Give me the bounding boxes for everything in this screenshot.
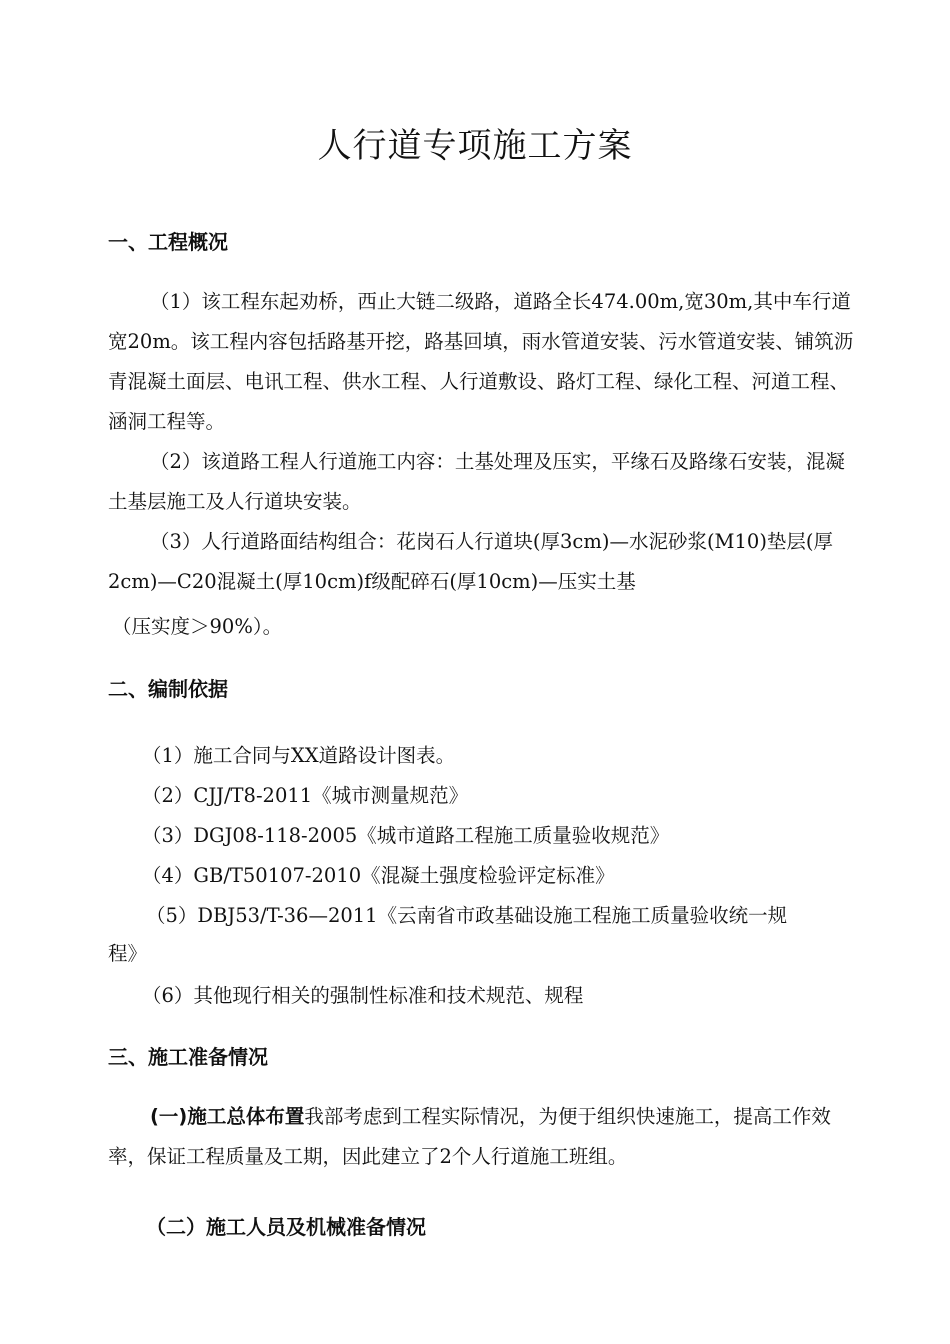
document-title: 人行道专项施工方案	[317, 126, 633, 166]
overview-paragraph-1: （1）该工程东起劝桥，西止大链二级路，道路全长474.00m,宽30m,其中车行道宽20m。该工程内容包括路基开挖，路基回填，雨水管道安装、污水管道安装、铺筑沥青混凝土面层、电讯工程、供水工程、人行道敷设、路灯工程、绿化工程、河道工程、涵洞工程等。	[108, 290, 854, 433]
subsection-heading-personnel: （二）施工人员及机械准备情况	[146, 1215, 426, 1239]
subsection-label-layout: (一)施工总体布置	[150, 1105, 305, 1128]
preparation-paragraph-1	[108, 1097, 860, 1177]
overview-paragraph-2: （2）该道路工程人行道施工内容：土基处理及压实，平缘石及路缘石安装，混凝土基层施工及人行道块安装。	[108, 450, 845, 513]
subsection-text-layout: 我部考虑到工程实际情况，为便于组织快速施工，提高工作效率，保证工程质量及工期，因此建立了2个人行道施工班组。	[108, 1105, 831, 1168]
basis-item-1: （1）施工合同与XX道路设计图表。	[142, 744, 456, 767]
basis-item-5-continuation: 程》	[108, 942, 148, 965]
basis-item-6: （6）其他现行相关的强制性标准和技术规范、规程	[142, 984, 584, 1007]
basis-item-3: （3）DGJ08-118-2005《城市道路工程施工质量验收规范》	[142, 824, 670, 847]
overview-paragraph-3-continuation: （压实度＞90%）。	[112, 615, 283, 638]
section-heading-preparation: 三、施工准备情况	[108, 1045, 268, 1069]
basis-item-2: （2）CJJ/T8-2011《城市测量规范》	[142, 784, 469, 807]
basis-item-4: （4）GB/T50107-2010《混凝土强度检验评定标准》	[142, 864, 615, 887]
overview-paragraph-3: （3）人行道路面结构组合：花岗石人行道块(厚3cm)—水泥砂浆(M10)垫层(厚2cm)—C20混凝土(厚10cm)f级配碎石(厚10cm)—压实土基	[108, 530, 834, 593]
basis-item-5: （5）DBJ53/T-36—2011《云南省市政基础设施工程施工质量验收统一规	[146, 904, 788, 927]
section-heading-overview: 一、工程概况	[108, 230, 228, 254]
section-heading-basis: 二、编制依据	[108, 677, 228, 701]
